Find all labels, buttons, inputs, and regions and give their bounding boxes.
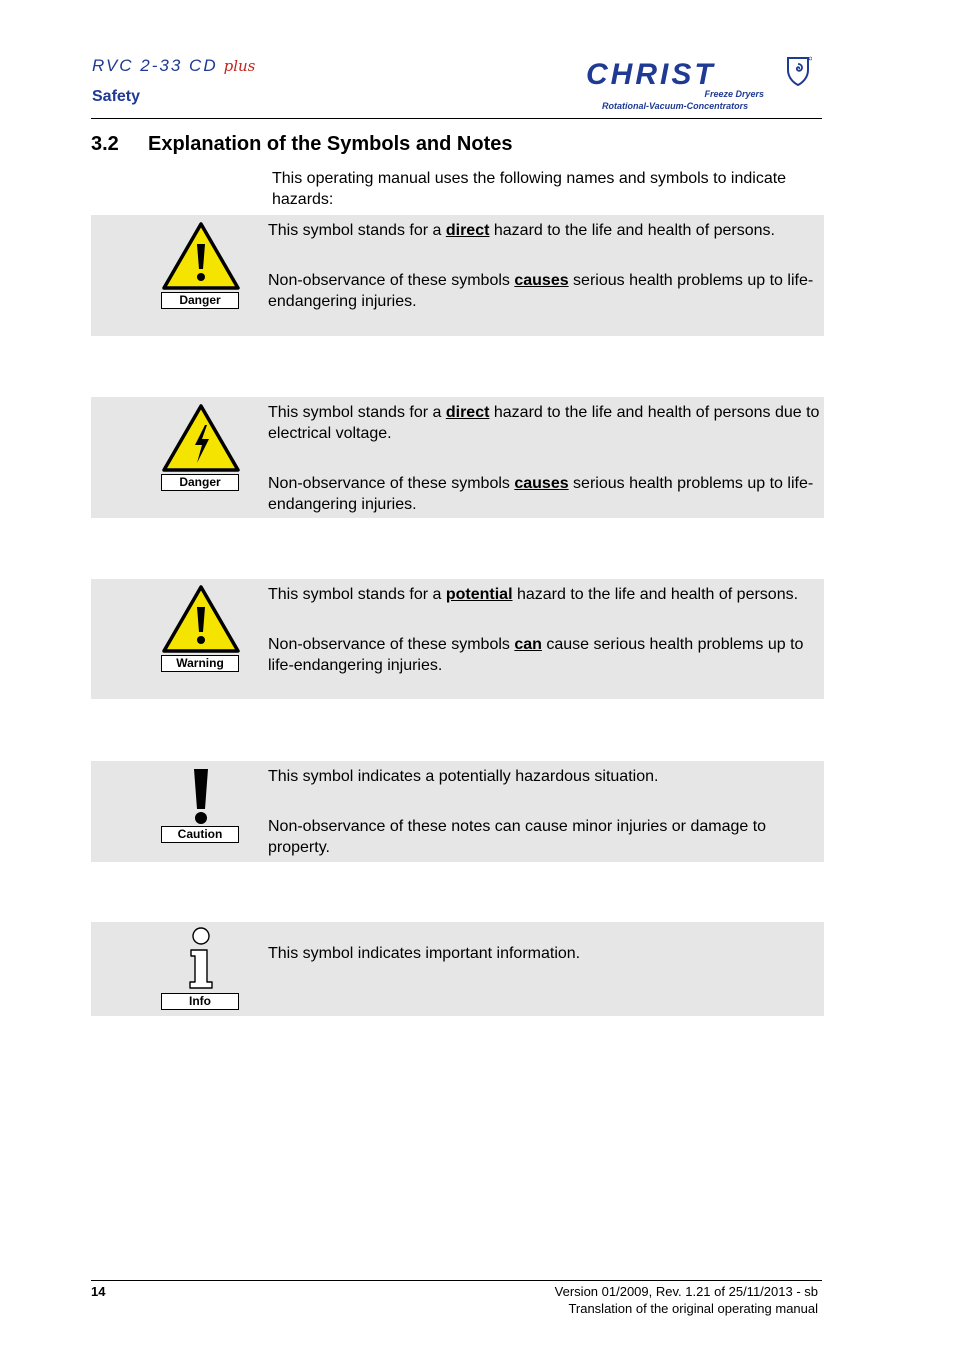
emphasis-direct: direct [445,404,490,421]
model-text: RVC 2-33 CD [92,56,218,75]
symbol-label: Warning [161,655,239,672]
translation-note: Translation of the original operating manual [568,1301,818,1316]
emphasis-potential: potential [445,586,513,603]
symbol-description [268,402,820,515]
exclamation-triangle-icon [161,221,241,291]
emphasis-causes: causes [514,475,569,492]
symbol-box-caution [91,761,824,862]
exclamation-triangle-icon [161,584,241,654]
section-title: Explanation of the Symbols and Notes [148,133,513,155]
symbol-label: Danger [161,474,239,491]
symbol-description [268,943,820,964]
symbol-label: Danger [161,292,239,309]
shield-emblem-icon [786,56,812,86]
text-part: hazard to the life and health of persons due to electrical voltage. [268,404,820,442]
intro-paragraph: This operating manual uses the following names and symbols to indicate hazards: [272,170,787,208]
text-part: This symbol stands for a [268,404,446,421]
logo-word: CHRIST [586,58,716,91]
text-part: Non-observance of these symbols [268,636,515,653]
symbol-box-danger [91,215,824,336]
danger-symbol [161,221,241,307]
info-icon [161,926,241,990]
emphasis-causes: causes [514,272,569,289]
section-number: 3.2 [91,133,119,155]
section-label: Safety [92,88,141,105]
symbol-description [268,220,820,312]
text-part: Non-observance of these symbols [268,272,515,289]
info-text: This symbol indicates important information. [268,945,581,962]
page-number: 14 [91,1284,106,1299]
text-part: Non-observance of these symbols [268,475,515,492]
text-part: serious health problems up to life-endangering injuries. [268,272,814,310]
caution-text-2: Non-observance of these notes can cause minor injuries or damage to property. [268,818,767,856]
symbol-label: Caution [161,826,239,843]
emphasis-can: can [514,636,542,653]
symbol-description [268,584,820,676]
version-info: Version 01/2009, Rev. 1.21 of 25/11/2013 - sb [554,1284,818,1299]
exclamation-mark-icon [161,767,241,825]
christ-logo [586,54,818,116]
caution-text-1: This symbol indicates a potentially hazardous situation. [268,768,659,785]
warning-symbol [161,584,241,670]
symbol-box-danger-electrical [91,397,824,518]
text-part: serious health problems up to life-endangering injuries. [268,475,814,513]
text-part: This symbol stands for a [268,222,446,239]
info-symbol [161,926,241,1008]
text-part: This symbol stands for a [268,586,446,603]
high-voltage-triangle-icon [161,403,241,473]
text-part: cause serious health problems up to life-endangering injuries. [268,636,804,674]
caution-symbol [161,767,241,841]
electrical-danger-symbol [161,403,241,489]
symbol-label: Info [161,993,239,1010]
logo-tagline-1: Freeze Dryers [704,89,764,99]
footer-divider [91,1280,822,1281]
emphasis-direct: direct [445,222,490,239]
header-divider [91,118,822,119]
symbol-box-warning [91,579,824,699]
symbol-box-info [91,922,824,1016]
text-part: hazard to the life and health of persons. [512,586,799,603]
model-name [92,56,255,76]
symbol-description [268,766,820,858]
logo-tagline-2: Rotational-Vacuum-Concentrators [602,101,749,111]
text-part: hazard to the life and health of persons. [489,222,775,239]
model-suffix: plus [223,57,256,75]
